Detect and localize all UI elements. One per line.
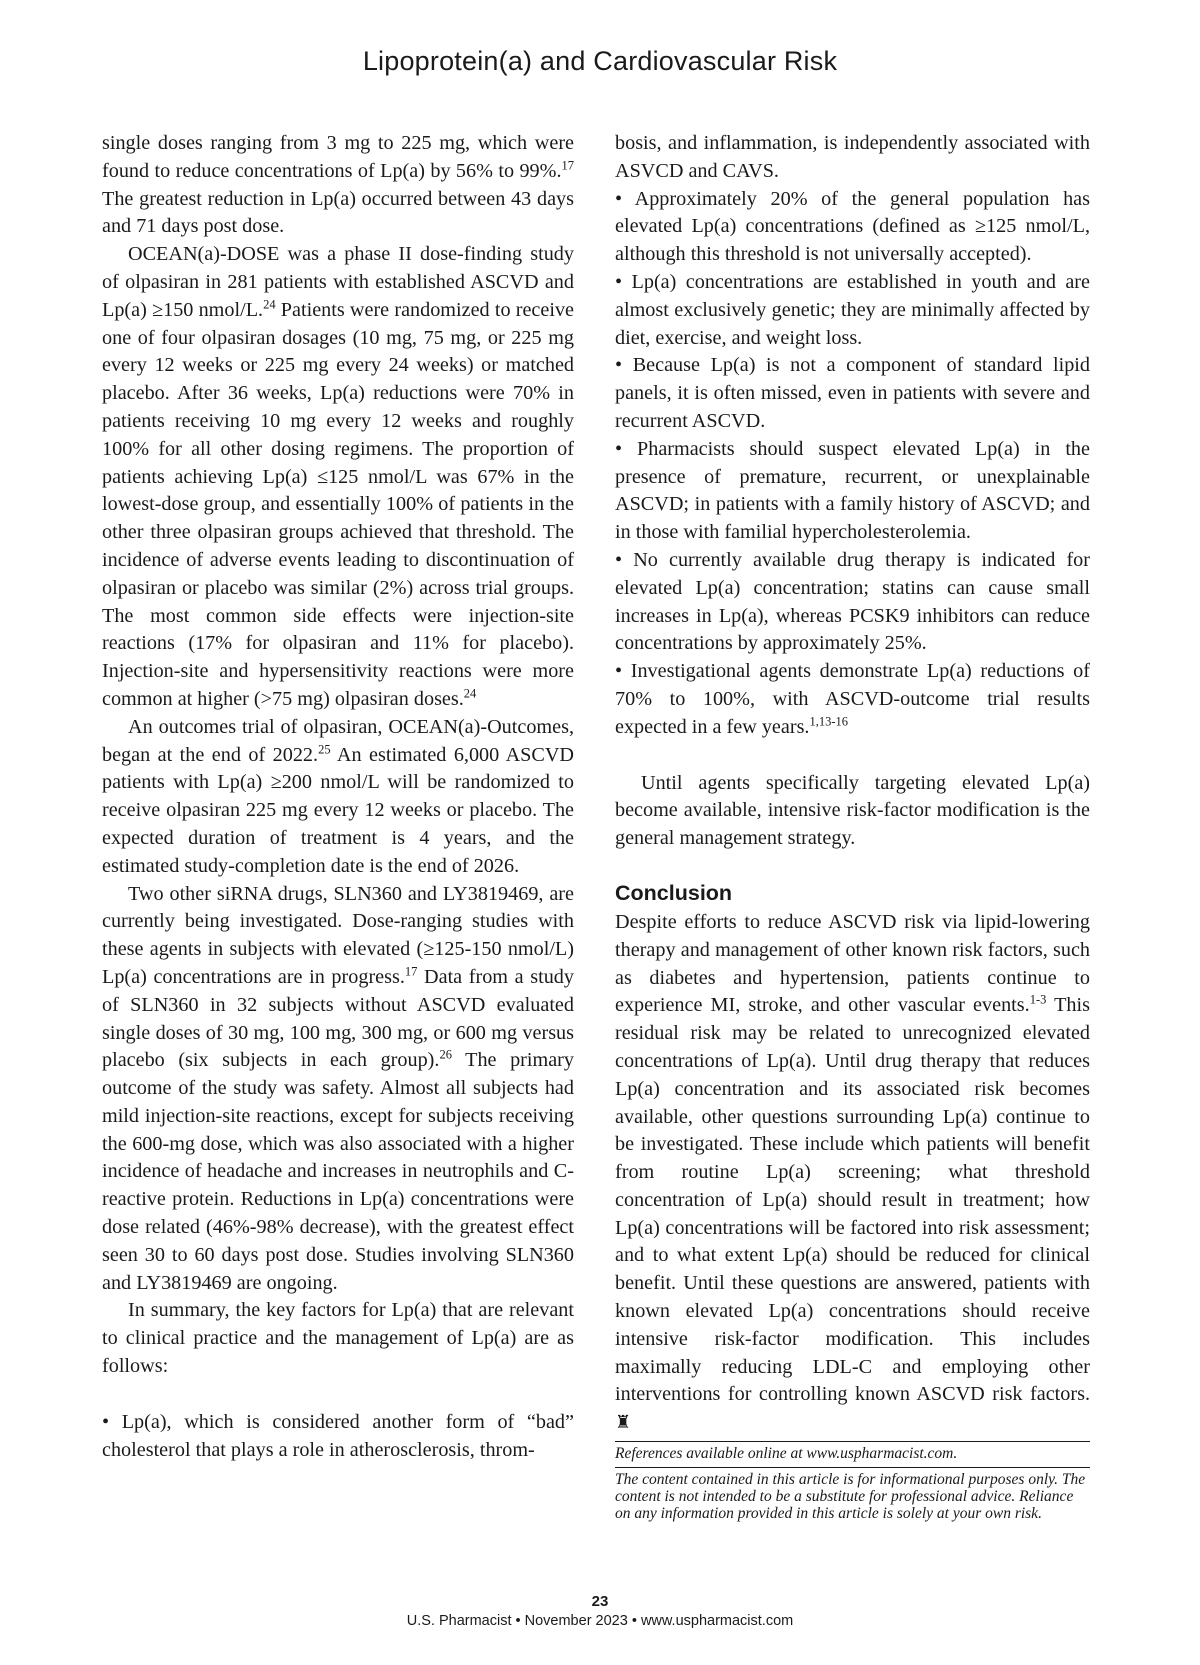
- citation: 25: [318, 741, 331, 756]
- section-heading-conclusion: Conclusion: [615, 880, 733, 905]
- paragraph: Two other siRNA drugs, SLN360 and LY3819469, are currently being investigated. Dose-ranging studies with these agents in subjects with elevated (≥125-150 nmol/L) Lp(a) concentrations are in progress.$^{17}$ Data from a study of SLN360 in 32 subjects without ASCVD evaluated single doses of 30 mg, 100 mg, 300 mg, or 600 mg versus placebo (six subjects in each group).$^{26}$ The primary outcome of the study was safety. Almost all subjects had mild injection-site reactions, except for subjects receiving the 600-mg dose, which was also associated with a higher incidence of headache and increases in neutrophils and C-reactive protein. Reductions in Lp(a) concentrations were dose related (46%-98% decrease), with the greatest effect seen 30 to 60 days post dose. Studies involving SLN360 and LY3819469 are ongoing.: [102, 882, 574, 1294]
- bullet-item: • Lp(a) concentrations are established in youth and are almost exclusively genetic; they are minimally affected by diet, exercise, and weight loss.: [615, 270, 1090, 349]
- running-title: Lipoprotein(a) and Cardiovascular Risk: [362, 46, 838, 76]
- citation: 1-3: [1029, 992, 1047, 1007]
- paragraph: Until agents specifically targeting elevated Lp(a) become available, intensive risk-factor modification is the general management strategy.: [615, 771, 1090, 850]
- left-column: [102, 130, 574, 1464]
- paragraph: OCEAN(a)-DOSE was a phase II dose-finding study of olpasiran in 281 patients with established ASCVD and Lp(a) ≥150 nmol/L.$^{24}$ Patients were randomized to receive one of four olpasiran dosages (10 mg, 75 mg, or 225 mg every 12 weeks or 225 mg every 24 weeks) or matched placebo. After 36 weeks, Lp(a) reductions were 70% in patients receiving 10 mg every 12 weeks and roughly 100% for all other dosing regimens. The proportion of patients achieving Lp(a) ≤125 nmol/L was 67% in the lowest-dose group, and essentially 100% of patients in the other three olpasiran groups achieved that threshold. The incidence of adverse events leading to discontinuation of olpasiran or placebo was similar (2%) across trial groups. The most common side effects were injection-site reactions (17% for olpasiran and 11% for placebo). Injection-site and hypersensitivity reactions were more common at higher (>75 mg) olpasiran doses.$^{24}$: [102, 243, 575, 710]
- publication-footer: U.S. Pharmacist • November 2023 • www.uspharmacist.com: [406, 1613, 794, 1629]
- citation: 17: [561, 158, 574, 173]
- citation: 24: [263, 297, 276, 312]
- bullet-item: • Because Lp(a) is not a component of standard lipid panels, it is often missed, even in patients with severe and recurrent ASCVD.: [615, 354, 1090, 432]
- right-column: [615, 130, 1090, 1522]
- paragraph: Despite efforts to reduce ASCVD risk via lipid-lowering therapy and management of other known risk factors, such as diabetes and hypertension, patients continue to experience MI, stroke, and other vascular events.$^{1-3}$ This residual risk may be related to unrecognized elevated concentrations of Lp(a). Until drug therapy that reduces Lp(a) concentration and its associated risk becomes available, other questions surrounding Lp(a) continue to be investigated. These include which patients will benefit from routine Lp(a) screening; what threshold concentration of Lp(a) should result in treatment; how Lp(a) concentrations will be factored into risk assessment; and to what extent Lp(a) should be reduced for clinical benefit. Until these questions are answered, patients with known elevated Lp(a) concentrations should receive intensive risk-factor modification. This includes maximally reducing LDL-C and employing other interventions for controlling known ASCVD risk factors. ♜: [615, 910, 1090, 1433]
- page-number: 23: [591, 1593, 609, 1610]
- paragraph: In summary, the key factors for Lp(a) that are relevant to clinical practice and the management of Lp(a) are as follows:: [102, 1299, 574, 1378]
- paragraph: single doses ranging from 3 mg to 225 mg, which were found to reduce concentrations of Lp(a) by 56% to 99%.$^{17}$ The greatest reduction in Lp(a) occurred between 43 days and 71 days post dose.: [102, 132, 574, 238]
- citation: 24: [463, 686, 477, 701]
- citation: 17: [404, 964, 418, 979]
- disclaimer: The content contained in this article is for informational purposes only. The content is not intended to be a substitute for professional advice. Reliance on any information provided in this article is solely at your own risk.: [615, 1471, 1086, 1522]
- paragraph: An outcomes trial of olpasiran, OCEAN(a)-Outcomes, began at the end of 2022.25 An estimated 6,000 ASCVD patients with Lp(a) ≥200 nmol/L will be randomized to receive olpasiran 225 mg every 12 weeks or placebo. The expected duration of treatment is 4 years, and the estimated study-completion date is the end of 2026.: [102, 715, 575, 877]
- bullet-item: • No currently available drug therapy is indicated for elevated Lp(a) concentration; statins can cause small increases in Lp(a), whereas PCSK9 inhibitors can reduce concentrations by approximately 25%.: [615, 548, 1090, 655]
- divider: [615, 1441, 1090, 1442]
- citation: 1,13-16: [809, 714, 849, 728]
- references-note: References available online at www.uspharmacist.com.: [615, 1445, 958, 1463]
- bullet-item: • Investigational agents demonstrate Lp(a) reductions of 70% to 100%, with ASCVD-outcome trial results expected in a few years.$^{1,13-16}$: [615, 660, 1090, 738]
- bullet-item: • Approximately 20% of the general population has elevated Lp(a) concentrations (defined as ≥125 nmol/L, although this threshold is not universally accepted).: [615, 187, 1090, 266]
- end-of-article-icon: ♜: [615, 1412, 632, 1433]
- citation: 26: [439, 1047, 452, 1062]
- bullet-item: • Pharmacists should suspect elevated Lp(a) in the presence of premature, recurrent, or unexplainable ASCVD; in patients with a family history of ASCVD; and in those with familial hypercholesterolemia.: [615, 437, 1090, 544]
- bullet-item: bosis, and inflammation, is independently associated with ASVCD and CAVS.: [615, 132, 1090, 182]
- divider: [615, 1467, 1090, 1468]
- bullet-item: • Lp(a), which is considered another form of “bad” cholesterol that plays a role in atherosclerosis, throm-: [102, 1410, 574, 1461]
